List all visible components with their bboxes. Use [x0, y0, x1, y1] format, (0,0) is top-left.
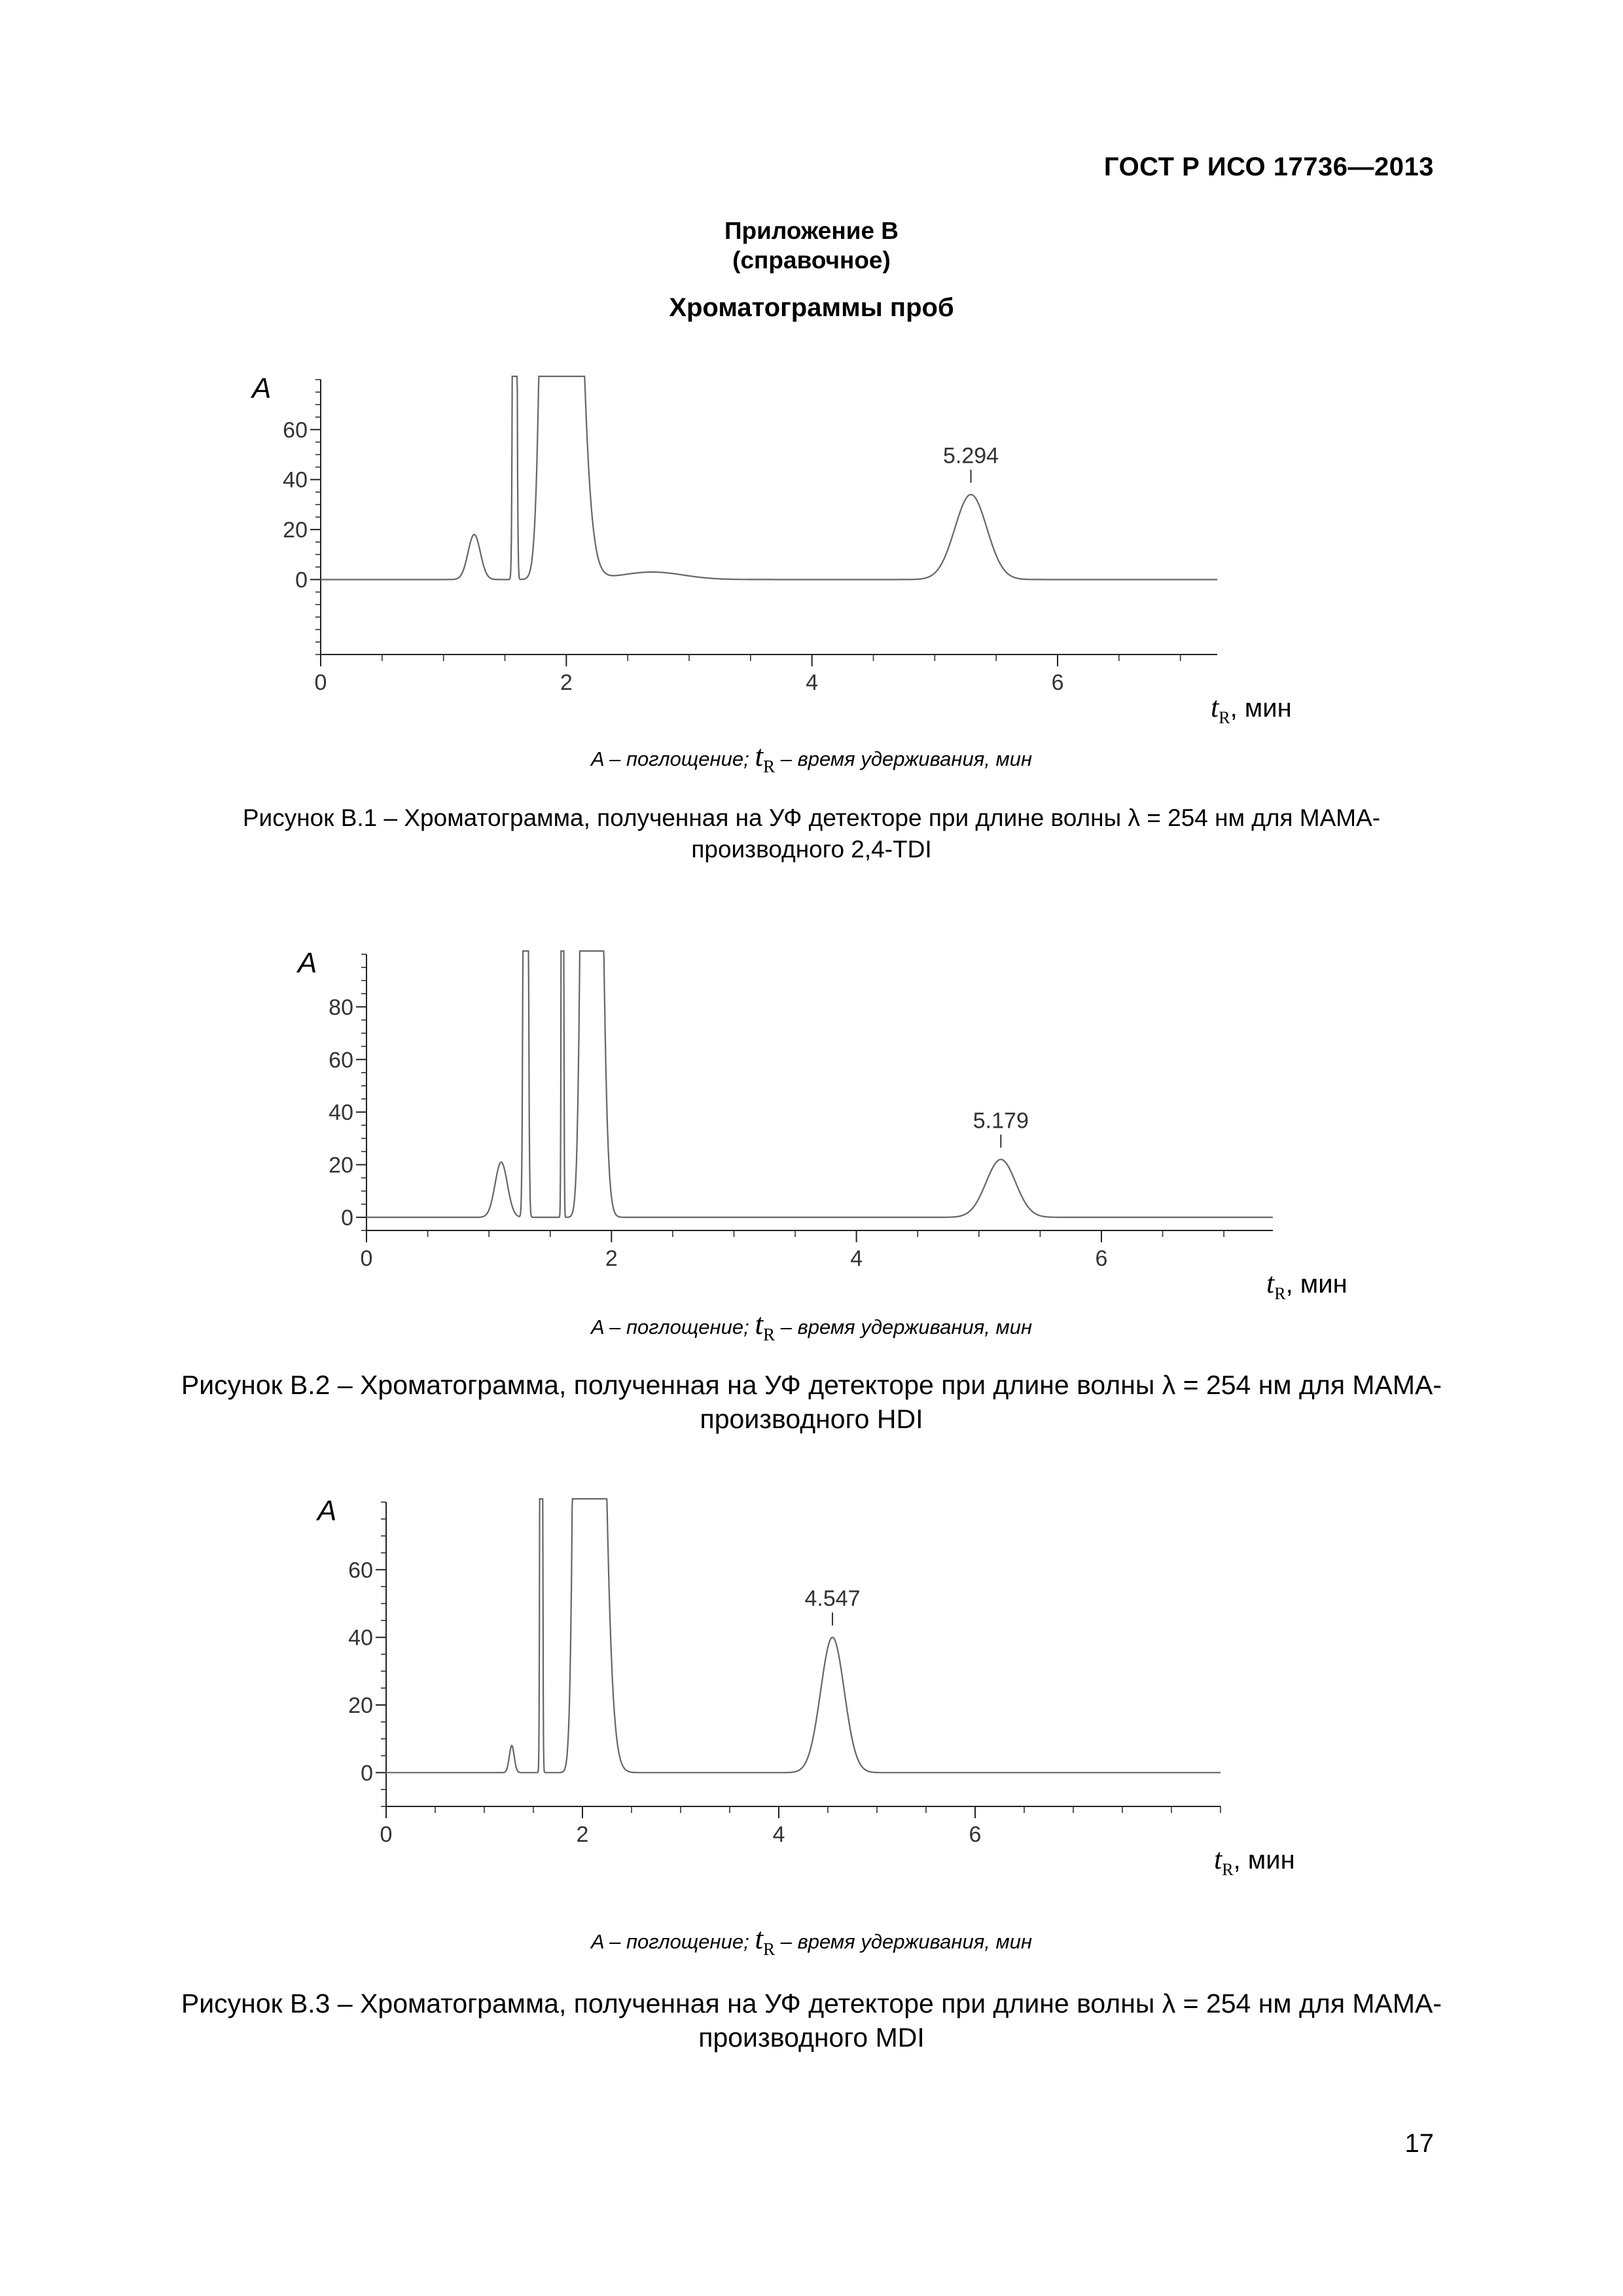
- chromatogram-trace: [386, 1499, 1221, 1772]
- legend-a-label: A – поглощение;: [590, 747, 749, 770]
- x-tick-label: 0: [380, 1822, 393, 1847]
- chromatogram-trace: [366, 951, 1273, 1217]
- legend-tr-description: – время удерживания, мин: [780, 1316, 1033, 1338]
- peak-retention-label: 5.294: [942, 443, 999, 469]
- x-tick-label: 2: [605, 1246, 618, 1271]
- chromatogram-b2: [275, 942, 1347, 1303]
- y-tick-label: 20: [329, 1153, 353, 1178]
- y-tick-label: 40: [329, 1100, 353, 1126]
- figure-b1-caption: Рисунок В.1 – Хроматограмма, полученная на УФ детекторе при длине волны λ = 254 нм для MAMA- производного 2,4-TDI: [242, 804, 1381, 863]
- y-tick-label: 0: [341, 1205, 353, 1230]
- y-tick-label: 20: [348, 1693, 373, 1718]
- y-tick-label: 40: [348, 1625, 373, 1651]
- y-axis-label: A: [298, 947, 317, 979]
- x-tick-label: 2: [560, 670, 573, 695]
- y-tick-label: 60: [329, 1047, 353, 1073]
- y-tick-label: 0: [361, 1761, 373, 1786]
- x-tick-label: 0: [360, 1246, 373, 1271]
- figure-b2-caption: Рисунок В.2 – Хроматограмма, полученная на УФ детекторе при длине волны λ = 254 нм для MAMA- производного HDI: [181, 1370, 1442, 1434]
- document-standard-number: ГОСТ Р ИСО 17736—2013: [1103, 152, 1434, 181]
- x-tick-label: 4: [772, 1822, 785, 1847]
- x-tick-label: 6: [1095, 1246, 1108, 1271]
- legend-tr-symbol: $t_R$: [755, 1922, 776, 1960]
- x-tick-label: 6: [1051, 670, 1064, 695]
- y-tick-label: 60: [283, 418, 308, 443]
- annex-label: Приложение В: [724, 217, 899, 244]
- legend-tr-description: – время удерживания, мин: [780, 747, 1033, 770]
- chromatogram-b1: [236, 367, 1322, 733]
- legend-a-label: A – поглощение;: [590, 1316, 749, 1338]
- legend-tr-symbol: $t_R$: [755, 739, 776, 777]
- legend-tr-symbol: $t_R$: [755, 1307, 776, 1345]
- page-number: 17: [1404, 2129, 1434, 2158]
- y-tick-label: 0: [295, 567, 308, 593]
- x-tick-label: 0: [314, 670, 327, 695]
- figure-b3-legend: [0, 1921, 1623, 1960]
- x-tick-label: 6: [969, 1822, 982, 1847]
- y-axis-label: A: [317, 1495, 337, 1527]
- y-tick-label: 60: [348, 1558, 373, 1583]
- annex-heading: [0, 216, 1623, 275]
- x-tick-label: 2: [576, 1822, 589, 1847]
- chromatogram-b3: [308, 1482, 1329, 1895]
- y-tick-label: 20: [283, 518, 308, 543]
- peak-retention-label: 5.179: [972, 1108, 1029, 1134]
- figure-b2-legend: [0, 1306, 1623, 1345]
- peak-retention-label: 4.547: [804, 1586, 861, 1611]
- annex-type: (справочное): [732, 247, 891, 274]
- figure-b3-caption: Рисунок В.3 – Хроматограмма, полученная на УФ детекторе при длине волны λ = 254 нм для MAMA- производного MDI: [181, 1988, 1442, 2053]
- annex-title: Хроматограммы проб: [669, 293, 954, 322]
- chromatogram-trace: [321, 376, 1217, 580]
- y-tick-label: 80: [329, 995, 353, 1020]
- y-tick-label: 40: [283, 467, 308, 493]
- x-tick-label: 4: [806, 670, 819, 695]
- legend-a-label: A – поглощение;: [590, 1930, 749, 1953]
- legend-tr-description: – время удерживания, мин: [780, 1930, 1033, 1953]
- x-axis-label: $t_R$, мин: [1266, 1267, 1347, 1303]
- x-axis-label: $t_R$, мин: [1214, 1843, 1295, 1879]
- y-axis-label: A: [252, 372, 272, 404]
- figure-b1-legend: [0, 738, 1623, 777]
- x-tick-label: 4: [850, 1246, 863, 1271]
- x-axis-label: $t_R$, мин: [1211, 691, 1292, 727]
